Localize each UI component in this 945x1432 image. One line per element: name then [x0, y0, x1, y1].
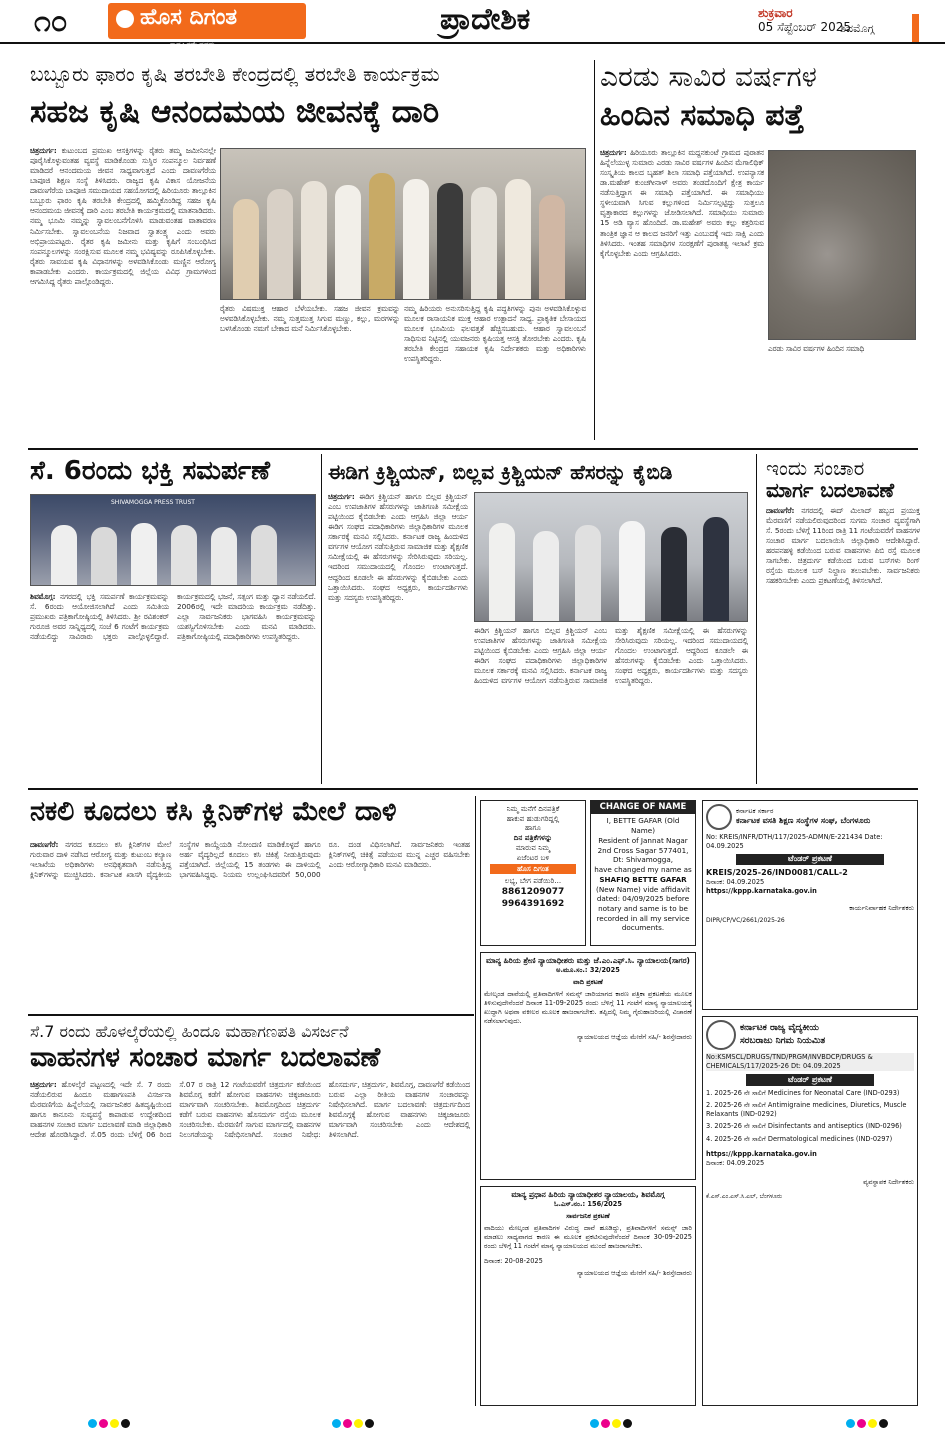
tender-number: KREIS/2025-26/IND0081/CALL-2 [706, 867, 848, 877]
section-title: ಪ್ರಾದೇಶಿಕ [440, 2, 531, 37]
story2-caption: ಎರಡು ಸಾವಿರ ವರ್ಷಗಳ ಹಿಂದಿನ ಸಮಾಧಿ [768, 344, 865, 353]
story7-kicker: ಸೆ.7 ರಂದು ಹೊಳಲ್ಕೆರೆಯಲ್ಲಿ ಹಿಂದೂ ಮಹಾಗಣಪತಿ ವಿಸರ್ಜನೆ [30, 1022, 349, 1041]
kreis-tender-notice: ಕರ್ನಾಟಕ ಸರ್ಕಾರ ಕರ್ನಾಟಕ ವಸತಿ ಶಿಕ್ಷಣ ಸಂಸ್ಥೆಗಳ ಸಂಘ, ಬೆಂಗಳೂರು No: KREIS/INFR/DTH/117/2025-ADMN/E-221434 Date: 04.09.2025 ಟೆಂಡರ್ ಪ್ರಕಟಣೆ KREIS/2025-26/IND0081/CALL-2 ದಿನಾಂಕ: 04.09.2025 https://kppp.karnataka.gov.in ಕಾರ್ಯನಿರ್ವಾಹಕ ನಿರ್ದೇಶಕರು DIPR/CP/VC/2661/2025-26 [702, 800, 918, 1010]
row-rule [28, 1014, 474, 1016]
story3-body: ಶಿವಮೊಗ್ಗ: ನಗರದಲ್ಲಿ ಭಕ್ತಿ ಸಮರ್ಪಣೆ ಕಾರ್ಯಕ್ರಮವನ್ನು ಸೆ. 6ರಂದು ಆಯೋಜಿಸಲಾಗಿದೆ ಎಂದು ಸಮಿತಿಯ ಪ್ರಮುಖರು ಪತ್ರಿಕಾಗೋಷ್ಠಿಯಲ್ಲಿ ತಿಳಿಸಿದರು. ಶ್ರೀ ರವಿಶಂಕರ್ ಗುರೂಜಿ ಅವರ ಸಾನ್ನಿಧ್ಯದಲ್ಲಿ ಸಂಜೆ 6 ಗಂಟೆಗೆ ಕಾರ್ಯಕ್ರಮ ನಡೆಯಲಿದ್ದು ಸಾವಿರಾರು ಭಕ್ತರು ಪಾಲ್ಗೊಳ್ಳಲಿದ್ದಾರೆ. ಕಾರ್ಯಕ್ರಮದಲ್ಲಿ ಭಜನೆ, ಸತ್ಸಂಗ ಮತ್ತು ಧ್ಯಾನ ನಡೆಯಲಿದೆ. 2006ರಲ್ಲಿ ಇದೇ ಮಾದರಿಯ ಕಾರ್ಯಕ್ರಮ ನಡೆದಿತ್ತು. ಎಲ್ಲಾ ಸಾರ್ವಜನಿಕರು ಭಾಗವಹಿಸಿ ಕಾರ್ಯಕ್ರಮವನ್ನು ಯಶಸ್ವಿಗೊಳಿಸಬೇಕು ಎಂದು ಮನವಿ ಮಾಡಿದರು. ಪತ್ರಿಕಾಗೋಷ್ಠಿಯಲ್ಲಿ ಪದಾಧಿಕಾರಿಗಳು ಉಪಸ್ಥಿತರಿದ್ದರು. [30, 592, 316, 642]
story5-headline-line2: ಮಾರ್ಗ ಬದಲಾವಣೆ [766, 478, 895, 502]
story3-photo [30, 494, 316, 586]
newspaper-logo[interactable] [108, 3, 306, 49]
story7-dateline: ಚಿತ್ರದುರ್ಗ: [30, 1080, 57, 1089]
story4-dateline: ಚಿತ್ರದುರ್ಗ: [328, 492, 355, 501]
logo-text: ಹೊಸ ದಿಗಂತ [140, 5, 238, 30]
accent-bar [912, 14, 919, 42]
row-rule [28, 788, 918, 790]
column-rule [321, 454, 322, 784]
story4-headline: ಈಡಿಗ ಕ್ರಿಶ್ಚಿಯನ್, ಬಿಲ್ಲವ ಕ್ರಿಶ್ಚಿಯನ್ ಹೆಸರನ್ನು ಕೈಬಿಡಿ [328, 460, 673, 484]
ad-phone-2: 9964391692 [501, 898, 565, 909]
registration-marks [88, 1413, 148, 1423]
story1-kicker: ಬಬ್ಬೂರು ಫಾರಂ ಕೃಷಿ ತರಬೇತಿ ಕೇಂದ್ರದಲ್ಲಿ ತರಬೇತಿ ಕಾರ್ಯಕ್ರಮ [30, 62, 440, 86]
story2-photo [768, 150, 916, 340]
registration-marks [846, 1413, 906, 1423]
weekday: ಶುಕ್ರವಾರ [758, 6, 793, 20]
story1-caption: ರೈತರು ವಿಷಮುಕ್ತ ಆಹಾರ ಬೆಳೆಯಬೇಕು. ಸಹಜ ಜೀವನ ಕ್ರಮವನ್ನು ಅಳವಡಿಸಿಕೊಳ್ಳಬೇಕು. ನಮ್ಮ ಸುತ್ತಮುತ್ತ ಸಿಗುವ ಮಣ್ಣು, ಕಲ್ಲು, ಮರಗಳನ್ನು ಬಳಸಿಕೊಂಡು ನಮಗೆ ಬೇಕಾದ ಮನೆ ನಿರ್ಮಿಸಿಕೊಳ್ಳಬೇಕು. [220, 304, 400, 334]
change-of-name-notice: CHANGE OF NAME I, BETTE GAFAR (Old Name) Resident of Jannat Nagar 2nd Cross Sagar 577401, Dt: Shivamogga, have changed my name as SHAFIQ BETTE GAFAR (New Name) vide affidavit dated: 04/09/2025 before notary and same is to be recorded in all my service documents. [590, 800, 696, 946]
row-rule [28, 448, 918, 450]
story1-body2: ನಮ್ಮ ಹಿರಿಯರು ಅನುಸರಿಸುತ್ತಿದ್ದ ಕೃಷಿ ಪದ್ಧತಿಗಳನ್ನು ಪುನಃ ಅಳವಡಿಸಿಕೊಳ್ಳುವ ಮೂಲಕ ರಾಸಾಯನಿಕ ಮುಕ್ತ ಆಹಾರ ಉತ್ಪಾದನೆ ಸಾಧ್ಯ. ಪ್ರಾಕೃತಿಕ ಬೇಸಾಯದ ಮೂಲಕ ಭೂಮಿಯ ಫಲವತ್ತತೆ ಹೆಚ್ಚಿಸಬಹುದು. ಆಹಾರ ಸ್ವಾವಲಂಬನೆ ಸಾಧಿಸುವ ನಿಟ್ಟಿನಲ್ಲಿ ಯುವಜನರು ಕೃಷಿಯತ್ತ ಆಸಕ್ತಿ ತೋರಬೇಕು ಎಂದರು. ಕೃಷಿ ತರಬೇತಿ ಕೇಂದ್ರದ ಸಹಾಯಕ ಕೃಷಿ ನಿರ್ದೇಶಕರು ಮತ್ತು ಅಧಿಕಾರಿಗಳು ಉಪಸ್ಥಿತರಿದ್ದರು. [404, 304, 586, 364]
court-notice-1: ಮಾನ್ಯ ಹಿರಿಯ ಶ್ರೇಣಿ ನ್ಯಾಯಾಧೀಶರು ಮತ್ತು ಜೆ.ಎಂ.ಎಫ್.ಸಿ. ನ್ಯಾಯಾಲಯ(ಸಾಗರ) ಅ.ಮೂ.ಸಂ.: 32/2025 ವಾದಿ ಪ್ರಕಟಣೆ ಮೇಲ್ಕಂಡ ದಾವೆಯಲ್ಲಿ ಪ್ರತಿವಾದಿಗಳಿಗೆ ಸಮನ್ಸ್ ಜಾರಿಯಾಗದ ಕಾರಣ ಪತ್ರಿಕಾ ಪ್ರಕಟಣೆಯ ಮೂಲಕ ತಿಳಿಸುವುದೇನೆಂದರೆ ದಿನಾಂಕ 11-09-2025 ರಂದು ಬೆಳಿಗ್ಗೆ 11 ಗಂಟೆಗೆ ಮಾನ್ಯ ನ್ಯಾಯಾಲಯಕ್ಕೆ ಖುದ್ದಾಗಿ ಅಥವಾ ವಕೀಲರ ಮೂಲಕ ಹಾಜರಾಗಬೇಕು. ತಪ್ಪಿದಲ್ಲಿ ನಿಮ್ಮ ಗೈರುಹಾಜರಿಯಲ್ಲಿ ವಿಚಾರಣೆ ನಡೆಸಲಾಗುವುದು. ನ್ಯಾಯಾಲಯದ ಆಜ್ಞೆಯ ಮೇರೆಗೆ ಸಹಿ/- ಶಿರಸ್ತೇದಾರರು [480, 952, 696, 1180]
ad-phone-1: 8861209077 [501, 886, 565, 897]
story7-headline: ವಾಹನಗಳ ಸಂಚಾರ ಮಾರ್ಗ ಬದಲಾವಣೆ [30, 1042, 381, 1073]
masthead [0, 0, 945, 49]
govt-emblem-icon [706, 804, 732, 830]
story5-headline-line1: ಇಂದು ಸಂಚಾರ [766, 456, 865, 480]
story7-body: ಚಿತ್ರದುರ್ಗ: ಹೊಳಲ್ಕೆರೆ ಪಟ್ಟಣದಲ್ಲಿ ಇದೇ ಸೆ. 7 ರಂದು ನಡೆಯಲಿರುವ ಹಿಂದೂ ಮಹಾಗಣಪತಿ ವಿಸರ್ಜನಾ ಮೆರವಣಿಗೆಯ ಹಿನ್ನೆಲೆಯಲ್ಲಿ ಸಾರ್ವಜನಿಕರ ಹಿತದೃಷ್ಟಿಯಿಂದ ಹಾಗೂ ಕಾನೂನು ಸುವ್ಯವಸ್ಥೆ ಕಾಪಾಡುವ ಉದ್ದೇಶದಿಂದ ವಾಹನಗಳ ಸಂಚಾರ ಮಾರ್ಗ ಬದಲಾವಣೆ ಮಾಡಿ ಜಿಲ್ಲಾಧಿಕಾರಿ ಆದೇಶ ಹೊರಡಿಸಿದ್ದಾರೆ. ಸೆ.05 ರಂದು ಬೆಳಿಗ್ಗೆ 06 ರಿಂದ ಸೆ.07 ರ ರಾತ್ರಿ 12 ಗಂಟೆಯವರೆಗೆ ಚಿತ್ರದುರ್ಗ ಕಡೆಯಿಂದ ಶಿವಮೊಗ್ಗ ಕಡೆಗೆ ಹೋಗುವ ವಾಹನಗಳು ಚಿಕ್ಕಜಾಜೂರು ಮಾರ್ಗವಾಗಿ ಸಂಚರಿಸಬೇಕು. ಶಿವಮೊಗ್ಗದಿಂದ ಚಿತ್ರದುರ್ಗ ಕಡೆಗೆ ಬರುವ ವಾಹನಗಳು ಹೊಸದುರ್ಗ ರಸ್ತೆಯ ಮೂಲಕ ಸಂಚರಿಸಬೇಕು. ಮೆರವಣಿಗೆ ಸಾಗುವ ಮಾರ್ಗದಲ್ಲಿ ವಾಹನಗಳ ನಿಲುಗಡೆಯನ್ನು ನಿಷೇಧಿಸಲಾಗಿದೆ. ಸಂಚಾರ ನಿಷೇಧ: ಹೊಸದುರ್ಗ, ಚಿತ್ರದುರ್ಗ, ಶಿವಮೊಗ್ಗ, ದಾವಣಗೆರೆ ಕಡೆಯಿಂದ ಬರುವ ಎಲ್ಲಾ ರೀತಿಯ ವಾಹನಗಳ ಸಂಚಾರವನ್ನು ನಿಷೇಧಿಸಲಾಗಿದೆ. ಮಾರ್ಗ ಬದಲಾವಣೆ: ಚಿತ್ರದುರ್ಗದಿಂದ ಶಿವಮೊಗ್ಗಕ್ಕೆ ಹೋಗುವ ವಾಹನಗಳು ಚಿಕ್ಕಜಾಜೂರು ಮಾರ್ಗವಾಗಿ ಸಂಚರಿಸಬೇಕು ಎಂದು ಆದೇಶದಲ್ಲಿ ತಿಳಿಸಲಾಗಿದೆ. [30, 1080, 470, 1140]
registration-marks [332, 1413, 392, 1423]
change-of-name-title: CHANGE OF NAME [591, 801, 695, 814]
story1-dateline: ಚಿತ್ರದುರ್ಗ: [30, 146, 57, 155]
story4-body-col1: ಚಿತ್ರದುರ್ಗ: ಈಡಿಗ ಕ್ರಿಶ್ಚಿಯನ್ ಹಾಗೂ ಬಿಲ್ಲವ ಕ್ರಿಶ್ಚಿಯನ್ ಎಂಬ ಉಪಜಾತಿಗಳ ಹೆಸರುಗಳನ್ನು ಜಾತಿಗಣತಿ ಸಮೀಕ್ಷೆಯ ಪಟ್ಟಿಯಿಂದ ಕೈಬಿಡಬೇಕು ಎಂದು ಆಗ್ರಹಿಸಿ ಜಿಲ್ಲಾ ಆರ್ಯ ಈಡಿಗ ಸಂಘದ ಪದಾಧಿಕಾರಿಗಳು ಜಿಲ್ಲಾಧಿಕಾರಿಗಳ ಮೂಲಕ ಸರ್ಕಾರಕ್ಕೆ ಮನವಿ ಸಲ್ಲಿಸಿದರು. ಕರ್ನಾಟಕ ರಾಜ್ಯ ಹಿಂದುಳಿದ ವರ್ಗಗಳ ಆಯೋಗ ನಡೆಸುತ್ತಿರುವ ಸಾಮಾಜಿಕ ಮತ್ತು ಶೈಕ್ಷಣಿಕ ಸಮೀಕ್ಷೆಯಲ್ಲಿ ಈ ಹೆಸರುಗಳನ್ನು ಸೇರಿಸಿರುವುದು ಸರಿಯಲ್ಲ. ಇದರಿಂದ ಸಮುದಾಯದಲ್ಲಿ ಗೊಂದಲ ಉಂಟಾಗುತ್ತದೆ. ಆದ್ದರಿಂದ ಕೂಡಲೇ ಈ ಹೆಸರುಗಳನ್ನು ಕೈಬಿಡಬೇಕು ಎಂದು ಒತ್ತಾಯಿಸಿದರು. ಸಂಘದ ಅಧ್ಯಕ್ಷರು, ಕಾರ್ಯದರ್ಶಿಗಳು ಮತ್ತು ಸದಸ್ಯರು ಉಪಸ್ಥಿತರಿದ್ದರು. [328, 492, 468, 602]
issue-date: 05 ಸೆಪ್ಟೆಂಬರ್ 2025 [758, 20, 852, 34]
logo-tagline: ರಾಷ್ಟ್ರಹಿತವೇ ಪ್ರಥಮ [170, 41, 216, 49]
ksmscl-tender-notice: ಕರ್ನಾಟಕ ರಾಜ್ಯ ವೈದ್ಯಕೀಯ ಸರಬರಾಜು ನಿಗಮ ನಿಯಮಿತ No:KSMSCL/DRUGS/TND/PRGM/INVBDCP/DRUGS & CHEMICALS/117/2025-26 Dt: 04.09.2025 ಟೆಂಡರ್ ಪ್ರಕಟಣೆ 1. 2025-26 ನೇ ಸಾಲಿಗೆ Medicines for Neonatal Care (IND-0293) 2. 2025-26 ನೇ ಸಾಲಿಗೆ Antimigraine medicines, Diuretics, Muscle Relaxants (IND-0292) 3. 2025-26 ನೇ ಸಾಲಿಗೆ Disinfectants and antiseptics (IND-0296) 4. 2025-26 ನೇ ಸಾಲಿಗೆ Dermatological medicines (IND-0297) https://kppp.karnataka.gov.in ದಿನಾಂಕ: 04.09.2025 ವ್ಯವಸ್ಥಾಪಕ ನಿರ್ದೇಶಕರು ಕೆ.ಎಸ್.ಎಂ.ಎಸ್.ಸಿ.ಎಲ್, ಬೆಂಗಳೂರು [702, 1016, 918, 1406]
tender-portal-link[interactable]: https://kppp.karnataka.gov.in [706, 1149, 817, 1158]
date-block [758, 6, 851, 34]
tender-portal-link[interactable]: https://kppp.karnataka.gov.in [706, 887, 817, 896]
story6-body: ದಾವಣಗೆರೆ: ನಗರದ ಕೂದಲು ಕಸಿ ಕ್ಲಿನಿಕ್‌ಗಳ ಮೇಲೆ ಗುರುವಾರ ದಾಳಿ ನಡೆಸಿದ ಆರೋಗ್ಯ ಮತ್ತು ಕುಟುಂಬ ಕಲ್ಯಾಣ ಇಲಾಖೆಯ ಅಧಿಕಾರಿಗಳು ಅನಧಿಕೃತವಾಗಿ ನಡೆಸುತ್ತಿದ್ದ ಕ್ಲಿನಿಕ್‌ಗಳನ್ನು ಮುಚ್ಚಿಸಿದರು. ಕರ್ನಾಟಕ ಖಾಸಗಿ ವೈದ್ಯಕೀಯ ಸಂಸ್ಥೆಗಳ ಕಾಯ್ದೆಯಡಿ ನೋಂದಣಿ ಮಾಡಿಕೊಳ್ಳದೆ ಹಾಗೂ ಅರ್ಹ ವೈದ್ಯರಿಲ್ಲದೆ ಕೂದಲು ಕಸಿ ಚಿಕಿತ್ಸೆ ನೀಡುತ್ತಿರುವುದು ಪತ್ತೆಯಾಗಿದೆ. ಜಿಲ್ಲೆಯಲ್ಲಿ 15 ತಂಡಗಳು ಈ ದಾಳಿಯಲ್ಲಿ ಭಾಗವಹಿಸಿದ್ದವು. ನಿಯಮ ಉಲ್ಲಂಘಿಸಿದವರಿಗೆ 50,000 ರೂ. ದಂಡ ವಿಧಿಸಲಾಗಿದೆ. ಸಾರ್ವಜನಿಕರು ಇಂತಹ ಕ್ಲಿನಿಕ್‌ಗಳಲ್ಲಿ ಚಿಕಿತ್ಸೆ ಪಡೆಯುವ ಮುನ್ನ ಎಚ್ಚರ ವಹಿಸಬೇಕು ಎಂದು ಆರೋಗ್ಯಾಧಿಕಾರಿ ಮನವಿ ಮಾಡಿದರು. [30, 840, 470, 880]
story5-dateline: ದಾವಣಗೆರೆ: [766, 506, 795, 515]
govt-emblem-icon [706, 1020, 736, 1050]
tender-title: ಟೆಂಡರ್ ಪ್ರಕಟಣೆ [746, 1074, 874, 1085]
story4-photo [474, 492, 748, 622]
story2-headline-line2: ಹಿಂದಿನ ಸಮಾಧಿ ಪತ್ತೆ [600, 98, 805, 133]
story3-photo-banner: SHIVAMOGGA PRESS TRUST [111, 499, 195, 506]
story2-dateline: ಚಿತ್ರದುರ್ಗ: [600, 148, 627, 157]
court-notice-2: ಮಾನ್ಯ ಪ್ರಧಾನ ಹಿರಿಯ ನ್ಯಾಯಾಧೀಶರ ನ್ಯಾಯಾಲಯ, ಶಿವಮೊಗ್ಗ ಓ.ಎಸ್.ನಂ.: 156/2025 ಸಾರ್ವಜನಿಕ ಪ್ರಕಟಣೆ ವಾದಿಯು ಮೇಲ್ಕಂಡ ಪ್ರತಿವಾದಿಗಳ ವಿರುದ್ಧ ದಾವೆ ಹೂಡಿದ್ದು, ಪ್ರತಿವಾದಿಗಳಿಗೆ ಸಮನ್ಸ್ ಜಾರಿ ಮಾಡಲು ಸಾಧ್ಯವಾಗದ ಕಾರಣ ಈ ಮೂಲಕ ಪ್ರಕಟಿಸುವುದೇನೆಂದರೆ ದಿನಾಂಕ 30-09-2025 ರಂದು ಬೆಳಿಗ್ಗೆ 11 ಗಂಟೆಗೆ ಮಾನ್ಯ ನ್ಯಾಯಾಲಯದ ಮುಂದೆ ಹಾಜರಾಗಬೇಕು. ದಿನಾಂಕ: 20-08-2025 ನ್ಯಾಯಾಲಯದ ಆಜ್ಞೆಯ ಮೇರೆಗೆ ಸಹಿ/- ಶಿರಸ್ತೇದಾರರು [480, 1186, 696, 1406]
subscription-ad[interactable]: ನಿಮ್ಮ ಮನೆಗೆ ದಿನಪತ್ರಿಕೆ ಹಾಕುವ ಹುಡುಗರಿದ್ದಲ್ಲಿ ಹಾಗೂ ದಿನ ಪತ್ರಿಕೆಗಳನ್ನು ಮಾರುವ ನಿಮ್ಮ ಏಜೆಂಟರ ಬಳಿ ಹೊಸ ದಿಗಂತ ಲಭ್ಯ, ಬೇಗ ಪಡೆಯಿರಿ... 8861209077 9964391692 [480, 800, 586, 946]
column-rule [756, 454, 757, 784]
story3-headline: ಸೆ. 6ರಂದು ಭಕ್ತಿ ಸಮರ್ಪಣೆ [30, 456, 271, 486]
story2-body: ಚಿತ್ರದುರ್ಗ: ಹಿರಿಯೂರು ತಾಲ್ಲೂಕಿನ ಮದ್ದನಕುಂಟೆ ಗ್ರಾಮದ ಪುರಾತನ ಹಿನ್ನೆಲೆಯುಳ್ಳ ಸುಮಾರು ಎರಡು ಸಾವಿರ ವರ್ಷಗಳ ಹಿಂದಿನ ಮೆಗಾಲಿಥಿಕ್ ಸಂಸ್ಕೃತಿಯ ಕಾಲದ ಬೃಹತ್ ಶಿಲಾ ಸಮಾಧಿ ಪತ್ತೆಯಾಗಿದೆ. ಉಪನ್ಯಾಸಕ ಡಾ.ಮಹೇಶ್ ಕುಂಚಗೀನಾಳ್ ಅವರು ತಂಡದೊಂದಿಗೆ ಕ್ಷೇತ್ರ ಕಾರ್ಯ ನಡೆಸುತ್ತಿದ್ದಾಗ ಈ ಸಮಾಧಿ ಪತ್ತೆಯಾಗಿದೆ. ಈ ಸಮಾಧಿಯು ಸ್ಥಳೀಯವಾಗಿ ಸಿಗುವ ಕಲ್ಲುಗಳಿಂದ ನಿರ್ಮಿಸಲ್ಪಟ್ಟಿದ್ದು ಸುತ್ತಲೂ ವೃತ್ತಾಕಾರದ ಕಲ್ಲುಗಳನ್ನು ಜೋಡಿಸಲಾಗಿದೆ. ಸಮಾಧಿಯು ಸುಮಾರು 15 ಅಡಿ ವ್ಯಾಸ ಹೊಂದಿದೆ. ಡಾ.ಮಹೇಶ್ ಅವರು ಕಲ್ಲು ಕತ್ತರಿಸುವ ತಾಂತ್ರಿಕ ಜ್ಞಾನ ಆ ಕಾಲದ ಜನರಿಗೆ ಇತ್ತು ಎಂಬುದಕ್ಕೆ ಇದು ಸಾಕ್ಷಿ ಎಂದು ತಿಳಿಸಿದರು. ಇಂತಹ ಸಮಾಧಿಗಳ ಸಂರಕ್ಷಣೆಗೆ ಪುರಾತತ್ವ ಇಲಾಖೆ ಕ್ರಮ ಕೈಗೊಳ್ಳಬೇಕು ಎಂದು ಆಗ್ರಹಿಸಿದರು. [600, 148, 764, 258]
story6-dateline: ದಾವಣಗೆರೆ: [30, 840, 59, 849]
column-rule [475, 796, 476, 1406]
ad-logo: ಹೊಸ ದಿಗಂತ [490, 864, 576, 874]
registration-marks [590, 1413, 650, 1423]
logo-sun-icon [116, 10, 134, 28]
column-rule [594, 60, 595, 440]
tender-title: ಟೆಂಡರ್ ಪ್ರಕಟಣೆ [736, 854, 884, 865]
story4-body-col2: ಈಡಿಗ ಕ್ರಿಶ್ಚಿಯನ್ ಹಾಗೂ ಬಿಲ್ಲವ ಕ್ರಿಶ್ಚಿಯನ್ ಎಂಬ ಉಪಜಾತಿಗಳ ಹೆಸರುಗಳನ್ನು ಜಾತಿಗಣತಿ ಸಮೀಕ್ಷೆಯ ಪಟ್ಟಿಯಿಂದ ಕೈಬಿಡಬೇಕು ಎಂದು ಆಗ್ರಹಿಸಿ ಜಿಲ್ಲಾ ಆರ್ಯ ಈಡಿಗ ಸಂಘದ ಪದಾಧಿಕಾರಿಗಳು ಜಿಲ್ಲಾಧಿಕಾರಿಗಳ ಮೂಲಕ ಸರ್ಕಾರಕ್ಕೆ ಮನವಿ ಸಲ್ಲಿಸಿದರು. ಕರ್ನಾಟಕ ರಾಜ್ಯ ಹಿಂದುಳಿದ ವರ್ಗಗಳ ಆಯೋಗ ನಡೆಸುತ್ತಿರುವ ಸಾಮಾಜಿಕ ಮತ್ತು ಶೈಕ್ಷಣಿಕ ಸಮೀಕ್ಷೆಯಲ್ಲಿ ಈ ಹೆಸರುಗಳನ್ನು ಸೇರಿಸಿರುವುದು ಸರಿಯಲ್ಲ. ಇದರಿಂದ ಸಮುದಾಯದಲ್ಲಿ ಗೊಂದಲ ಉಂಟಾಗುತ್ತದೆ. ಆದ್ದರಿಂದ ಕೂಡಲೇ ಈ ಹೆಸರುಗಳನ್ನು ಕೈಬಿಡಬೇಕು ಎಂದು ಒತ್ತಾಯಿಸಿದರು. ಸಂಘದ ಅಧ್ಯಕ್ಷರು, ಕಾರ್ಯದರ್ಶಿಗಳು ಮತ್ತು ಸದಸ್ಯರು ಉಪಸ್ಥಿತರಿದ್ದರು. [474, 626, 748, 686]
page-number: ೧೦ [34, 4, 68, 39]
story5-body: ದಾವಣಗೆರೆ: ನಗರದಲ್ಲಿ ಈದ್ ಮಿಲಾದ್ ಹಬ್ಬದ ಪ್ರಯುಕ್ತ ಮೆರವಣಿಗೆ ನಡೆಯಲಿರುವುದರಿಂದ ಸುಗಮ ಸಂಚಾರ ವ್ಯವಸ್ಥೆಗಾಗಿ ಸೆ. 5ರಂದು ಬೆಳಿಗ್ಗೆ 11ರಿಂದ ರಾತ್ರಿ 11 ಗಂಟೆಯವರೆಗೆ ವಾಹನಗಳ ಸಂಚಾರ ಮಾರ್ಗ ಬದಲಾಯಿಸಿ ಜಿಲ್ಲಾಧಿಕಾರಿ ಆದೇಶಿಸಿದ್ದಾರೆ. ಹರಪನಹಳ್ಳಿ ಕಡೆಯಿಂದ ಬರುವ ವಾಹನಗಳು ಪಿಬಿ ರಸ್ತೆ ಮೂಲಕ ಸಾಗಬೇಕು. ಚಿತ್ರದುರ್ಗ ಕಡೆಯಿಂದ ಬರುವ ಬಸ್‌ಗಳು ರಿಂಗ್ ರಸ್ತೆಯ ಮೂಲಕ ಬಸ್ ನಿಲ್ದಾಣ ತಲುಪಬೇಕು. ಸಾರ್ವಜನಿಕರು ಸಹಕರಿಸಬೇಕು ಎಂದು ಪ್ರಕಟಣೆಯಲ್ಲಿ ತಿಳಿಸಲಾಗಿದೆ. [766, 506, 920, 586]
story3-dateline: ಶಿವಮೊಗ್ಗ: [30, 592, 56, 601]
story1-body: ಚಿತ್ರದುರ್ಗ: ಕುಟುಂಬದ ಪ್ರಮುಖ ಆಸಕ್ತಿಗಳನ್ನು ರೈತರು ತಮ್ಮ ಜಮೀನಿನಲ್ಲೇ ಪೂರೈಸಿಕೊಳ್ಳುವಂತಹ ವ್ಯವಸ್ಥೆ ಮಾಡಿಕೊಂಡು ಸುಸ್ಥಿರ ಸಂಪನ್ಮೂಲ ನಿರ್ವಹಣೆ ಮಾಡಿದರೆ ಆನಂದಮಯ ಜೀವನ ಸಾಧ್ಯವಾಗುತ್ತದೆ ಎಂದು ದಾವಣಗೆರೆಯ ಬಾಪೂಜಿ ಶಿಕ್ಷಣ ಸಂಸ್ಥೆ ತಿಳಿಸಿದರು. ರಾಜ್ಯದ ಕೃಷಿ ವಿಕಾಸ ಯೋಜನೆಯ ದಾವಣಗೆರೆಯ ಬಾಪೂಜಿ ಸಮುದಾಯದ ಸಹಯೋಗದಲ್ಲಿ ಹಿರಿಯೂರು ತಾಲ್ಲೂಕಿನ ಬಬ್ಬೂರು ಫಾರಂ ಕೃಷಿ ತರಬೇತಿ ಕೇಂದ್ರದಲ್ಲಿ ಹಮ್ಮಿಕೊಂಡಿದ್ದ ಸಹಜ ಕೃಷಿ ಆನಂದಮಯ ಜೀವನಕ್ಕೆ ದಾರಿ ಎಂಬ ತರಬೇತಿ ಕಾರ್ಯಕ್ರಮದಲ್ಲಿ ಮಾತನಾಡಿದರು. ನಮ್ಮ ಭೂಮಿ ನಮ್ಮನ್ನು ಸ್ವಾವಲಂಬನೆಗೊಳಿಸಿ ಮಾಡುವಂತಹ ವಾತಾವರಣ ನಿರ್ಮಿಸಬೇಕು. ಸ್ವಾವಲಂಬನೆಯ ನಿಜವಾದ ಸ್ವಾತಂತ್ರ್ಯ ಎಂದು ಅವರು ಅಭಿಪ್ರಾಯಪಟ್ಟರು. ರೈತರ ಕೃಷಿ ಜಮೀನು ಮತ್ತು ಕೃಷಿಗೆ ಸಂಬಂಧಿಸಿದ ಸಂಪನ್ಮೂಲಗಳನ್ನು ಸಂರಕ್ಷಿಸುವ ಮೂಲಕ ನಮ್ಮ ಭವಿಷ್ಯವನ್ನು ರೂಪಿಸಿಕೊಳ್ಳಬೇಕು. ರೈತರು ಸಾವಯವ ಕೃಷಿ ವಿಧಾನಗಳನ್ನು ಅಳವಡಿಸಿಕೊಂಡು ಮಣ್ಣಿನ ಆರೋಗ್ಯ ಕಾಪಾಡಬೇಕು ಎಂದರು. ಕಾರ್ಯಕ್ರಮದಲ್ಲಿ ಜಿಲ್ಲೆಯ ವಿವಿಧ ಗ್ರಾಮಗಳಿಂದ ಆಗಮಿಸಿದ್ದ ರೈತರು ಪಾಲ್ಗೊಂಡಿದ್ದರು. [30, 146, 216, 286]
story1-headline: ಸಹಜ ಕೃಷಿ ಆನಂದಮಯ ಜೀವನಕ್ಕೆ ದಾರಿ [30, 94, 440, 130]
story6-headline: ನಕಲಿ ಕೂದಲು ಕಸಿ ಕ್ಲಿನಿಕ್‌ಗಳ ಮೇಲೆ ದಾಳಿ [30, 796, 397, 827]
story1-photo [220, 148, 586, 300]
edition-city: ಶಿವಮೊಗ್ಗ [840, 22, 875, 35]
story2-headline-line1: ಎರಡು ಸಾವಿರ ವರ್ಷಗಳ [600, 60, 817, 93]
